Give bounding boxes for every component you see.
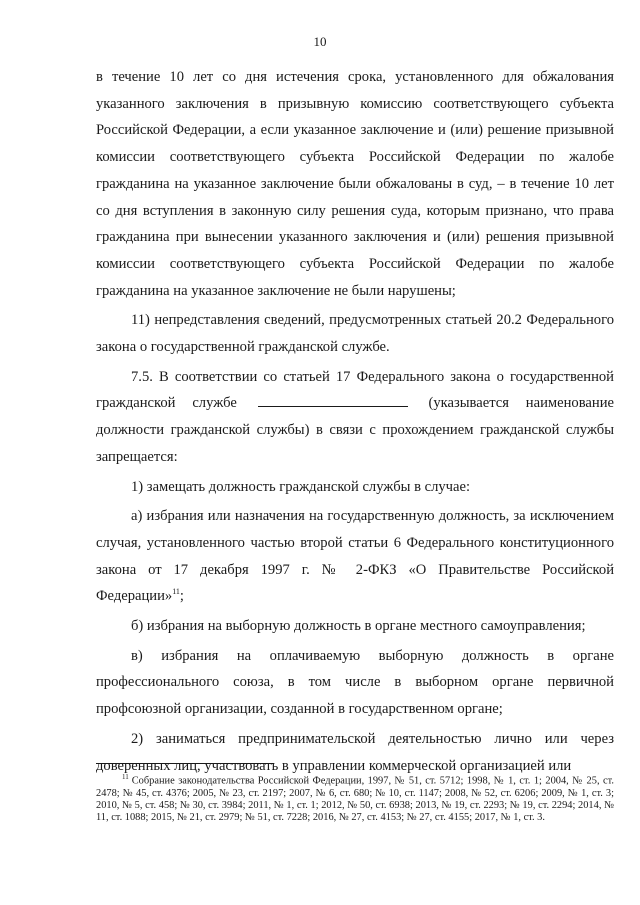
paragraph-7-5-end: (указывается наименование должности гражданской службы) в связи с прохождением гражданской службы запрещается: (96, 395, 614, 465)
paragraph-deadline: в течение 10 лет со дня истечения срока, установленного для обжалования указанного заключения в призывную комиссию соответствующего субъекта Российской Федерации, а если указанное заключение и (или) решение призывной комиссии соответствующего субъекта Российской Федерации по жалобе гражданина на указанное заключение были обжалованы в суд, – в течение 10 лет со дня вступления в законную силу решения суда, которым признано, что права гражданина при вынесении указанного заключения и (или) решения призывной комиссии соответствующего субъекта Российской Федерации по жалобе гражданина на указанное заключение не были нарушены; (96, 69, 614, 299)
footnote-text: Собрание законодательства Российской Федерации, 1997, № 51, ст. 5712; 1998, № 1, ст. 1; 2004, № 25, ст. 2478; № 45, ст. 4376; 2005, № 23, ст. 2197; 2007, № 6, ст. 680; № 10, ст. 1147; 2008, № 52, ст. 6206; 2009, № 1, ст. 3; 2010, № 5, ст. 458; № 30, ст. 3984; 2011, № 1, ст. 1; 2012, № 50, ст. 6938; 2013, № 19, ст. 2293; № 19, ст. 2294; 2014, № 11, ст. 1088; 2015, № 21, ст. 2979; № 51, ст. 7228; 2016, № 27, ст. 4153; № 27, ст. 4155; 2017, № 1, ст. 3. (96, 775, 614, 824)
page-number: 10 (313, 34, 327, 49)
position-blank-line (258, 392, 408, 407)
footnote (96, 771, 614, 824)
paragraph-item-b: б) избрания на выборную должность в органе местного самоуправления; (131, 618, 586, 635)
paragraph-7-5-start: 7.5. В соответствии со статьей 17 Федерального закона о государственной гражданской службе (96, 368, 614, 412)
paragraph-item-v: в) избрания на оплачиваемую выборную должность в органе профессионального союза, в том числе в выборном органе первичной профсоюзной организации, созданной в государственном органе; (96, 647, 614, 718)
paragraph-7-5 (96, 364, 614, 471)
paragraph-item-1: 1) замещать должность гражданской службы в случае: (131, 478, 471, 495)
footnote-separator (96, 763, 274, 764)
footnote-marker: 11 (122, 773, 129, 781)
paragraph-item-2: 2) заниматься предпринимательской деятельностью лично или через доверенных лиц, участвовать в управлении коммерческой организацией или (96, 730, 614, 774)
paragraph-item-a-text: а) избрания или назначения на государственную должность, за исключением случая, установленного частью второй статьи 6 Федерального конституционного закона от 17 декабря 1997 г. № 2-ФКЗ «О Правительстве Российской Федерации» (96, 508, 614, 605)
document-body (96, 64, 614, 779)
paragraph-item-11: 11) непредставления сведений, предусмотренных статьей 20.2 Федерального закона о государственной гражданской службе. (96, 312, 614, 356)
footnote-reference[interactable]: 11 (172, 587, 180, 597)
paragraph-item-a (96, 503, 614, 610)
paragraph-item-a-end: ; (179, 588, 184, 605)
